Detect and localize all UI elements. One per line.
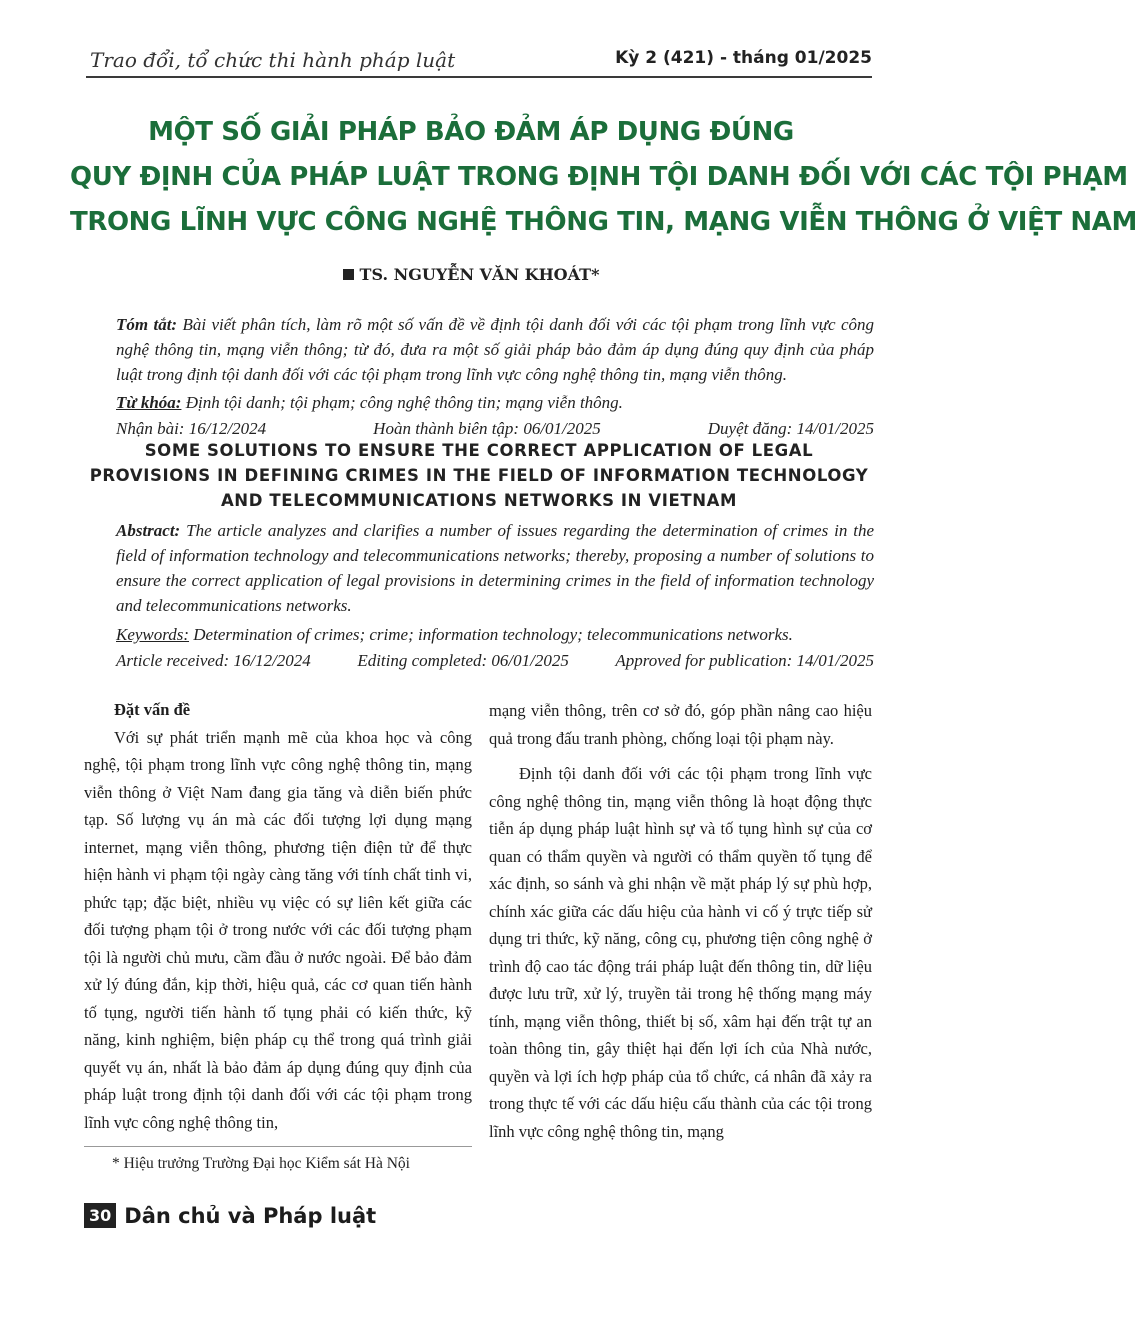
keywords-text: Định tội danh; tội phạm; công nghệ thông tin; mạng viễn thông. (181, 393, 623, 412)
abstract-vi (116, 312, 874, 387)
square-bullet-icon (343, 269, 354, 280)
keywords-vi (116, 390, 874, 415)
author (0, 265, 942, 284)
section-heading: Đặt vấn đề (114, 700, 191, 719)
page-header (86, 40, 872, 78)
footnote: * Hiệu trưởng Trường Đại học Kiểm sát Hà Nội (112, 1155, 410, 1172)
dates-en (116, 648, 874, 673)
body-column-left (84, 696, 472, 1136)
title-line: MỘT SỐ GIẢI PHÁP BẢO ĐẢM ÁP DỤNG ĐÚNG (148, 117, 794, 147)
approved-date: Duyệt đăng: 14/01/2025 (707, 419, 874, 438)
abstract-en-text: The article analyzes and clarifies a number of issues regarding the determination of crimes in the field of information technology and telecommunications networks; thereby, proposing a number of solutions to ensure the correct application of legal provisions in determining crimes in the field of information technology and telecommunications networks. (116, 521, 874, 615)
paragraph: Định tội danh đối với các tội phạm trong lĩnh vực công nghệ thông tin, mạng viễn thông là hoạt động thực tiễn áp dụng pháp luật hình sự và tố tụng hình sự của cơ quan có thẩm quyền và người có thẩm quyền tố tụng để xác định, so sánh và ghi nhận về mặt pháp lý sự phù hợp, chính xác giữa các dấu hiệu của hành vi cố ý trực tiếp sử dụng tri thức, kỹ năng, công cụ, phương tiện công nghệ ở trình độ cao tác động trái pháp luật đến thông tin, dữ liệu được lưu trữ, xử lý, truyền tải trong hệ thống mạng máy tính, mạng viễn thông, thiết bị số, xâm hại đến trật tự an toàn thông tin, gây thiệt hại đến lợi ích của Nhà nước, quyền và lợi ích hợp pháp của tổ chức, cá nhân đã xảy ra trong thực tế với các dấu hiệu cấu thành của các tội trong lĩnh vực công nghệ thông tin, mạng (489, 764, 872, 1141)
abstract-en-label: Abstract: (116, 521, 181, 540)
author-name: TS. NGUYỄN VĂN KHOÁT* (359, 265, 600, 284)
issue-number: Kỳ 2 (421) - tháng 01/2025 (615, 48, 872, 68)
paragraph: Với sự phát triển mạnh mẽ của khoa học và công nghệ, tội phạm trong lĩnh vực công nghệ thông tin, mạng viễn thông ở Việt Nam đang gia tăng và diễn biến phức tạp. Số lượng vụ án mà các đối tượng lợi dụng mạng internet, mạng viễn thông, phương tiện điện tử để thực hiện hành vi phạm tội ngày càng tăng với tính chất tinh vi, phức tạp; đặc biệt, nhiều vụ việc có sự liên kết giữa các đối tượng phạm tội ở trong nước với các đối tượng phạm tội là người chủ mưu, cầm đầu ở nước ngoài. Để bảo đảm xử lý đúng đắn, kịp thời, hiệu quả, các cơ quan tiến hành tố tụng, người tiến hành tố tụng phải có kiến thức, kỹ năng, kinh nghiệm, biện pháp cụ thể trong quá trình giải quyết vụ án, nhất là bảo đảm áp dụng đúng quy định của pháp luật trong định tội danh đối với các tội phạm trong lĩnh vực công nghệ thông tin, (84, 727, 472, 1132)
page-footer (84, 1203, 376, 1228)
body-column-right (489, 697, 872, 1145)
section-name: Trao đổi, tổ chức thi hành pháp luật (90, 48, 456, 72)
keywords-en (116, 622, 874, 647)
received-date: Nhận bài: 16/12/2024 (116, 419, 267, 438)
title-en-line: AND TELECOMMUNICATIONS NETWORKS IN VIETNAM (220, 491, 738, 510)
article-title-en (86, 438, 872, 513)
title-en-line: PROVISIONS IN DEFINING CRIMES IN THE FIELD OF INFORMATION TECHNOLOGY (89, 466, 869, 485)
approved-for-publication: Approved for publication: 14/01/2025 (615, 651, 874, 670)
abstract-text: Bài viết phân tích, làm rõ một số vấn đề về định tội danh đối với các tội phạm trong lĩnh vực công nghệ thông tin, mạng viễn thông; từ đó, đưa ra một số giải pháp bảo đảm áp dụng đúng quy định của pháp luật trong định tội danh đối với các tội phạm trong lĩnh vực công nghệ thông tin, mạng viễn thông. (116, 315, 874, 384)
article-title-vi (70, 110, 1137, 245)
keywords-label: Từ khóa: (116, 393, 182, 412)
title-en-line: SOME SOLUTIONS TO ENSURE THE CORRECT APPLICATION OF LEGAL (144, 441, 814, 460)
edited-date: Hoàn thành biên tập: 06/01/2025 (373, 419, 601, 438)
editing-completed: Editing completed: 06/01/2025 (357, 651, 569, 670)
abstract-en (116, 518, 874, 618)
journal-name: Dân chủ và Pháp luật (124, 1203, 377, 1228)
footnote-divider (84, 1146, 472, 1147)
article-received: Article received: 16/12/2024 (116, 651, 311, 670)
title-line: QUY ĐỊNH CỦA PHÁP LUẬT TRONG ĐỊNH TỘI DANH ĐỐI VỚI CÁC TỘI PHẠM (70, 162, 1128, 192)
page-number: 30 (84, 1203, 116, 1228)
title-line: TRONG LĨNH VỰC CÔNG NGHỆ THÔNG TIN, MẠNG VIỄN THÔNG Ở VIỆT NAM (70, 207, 1137, 237)
keywords-en-text: Determination of crimes; crime; information technology; telecommunications networks. (189, 625, 793, 644)
paragraph-continued: mạng viễn thông, trên cơ sở đó, góp phần nâng cao hiệu quả trong đấu tranh phòng, chống loại tội phạm này. (489, 701, 872, 748)
keywords-en-label: Keywords: (116, 625, 190, 644)
abstract-label: Tóm tắt: (116, 315, 178, 334)
